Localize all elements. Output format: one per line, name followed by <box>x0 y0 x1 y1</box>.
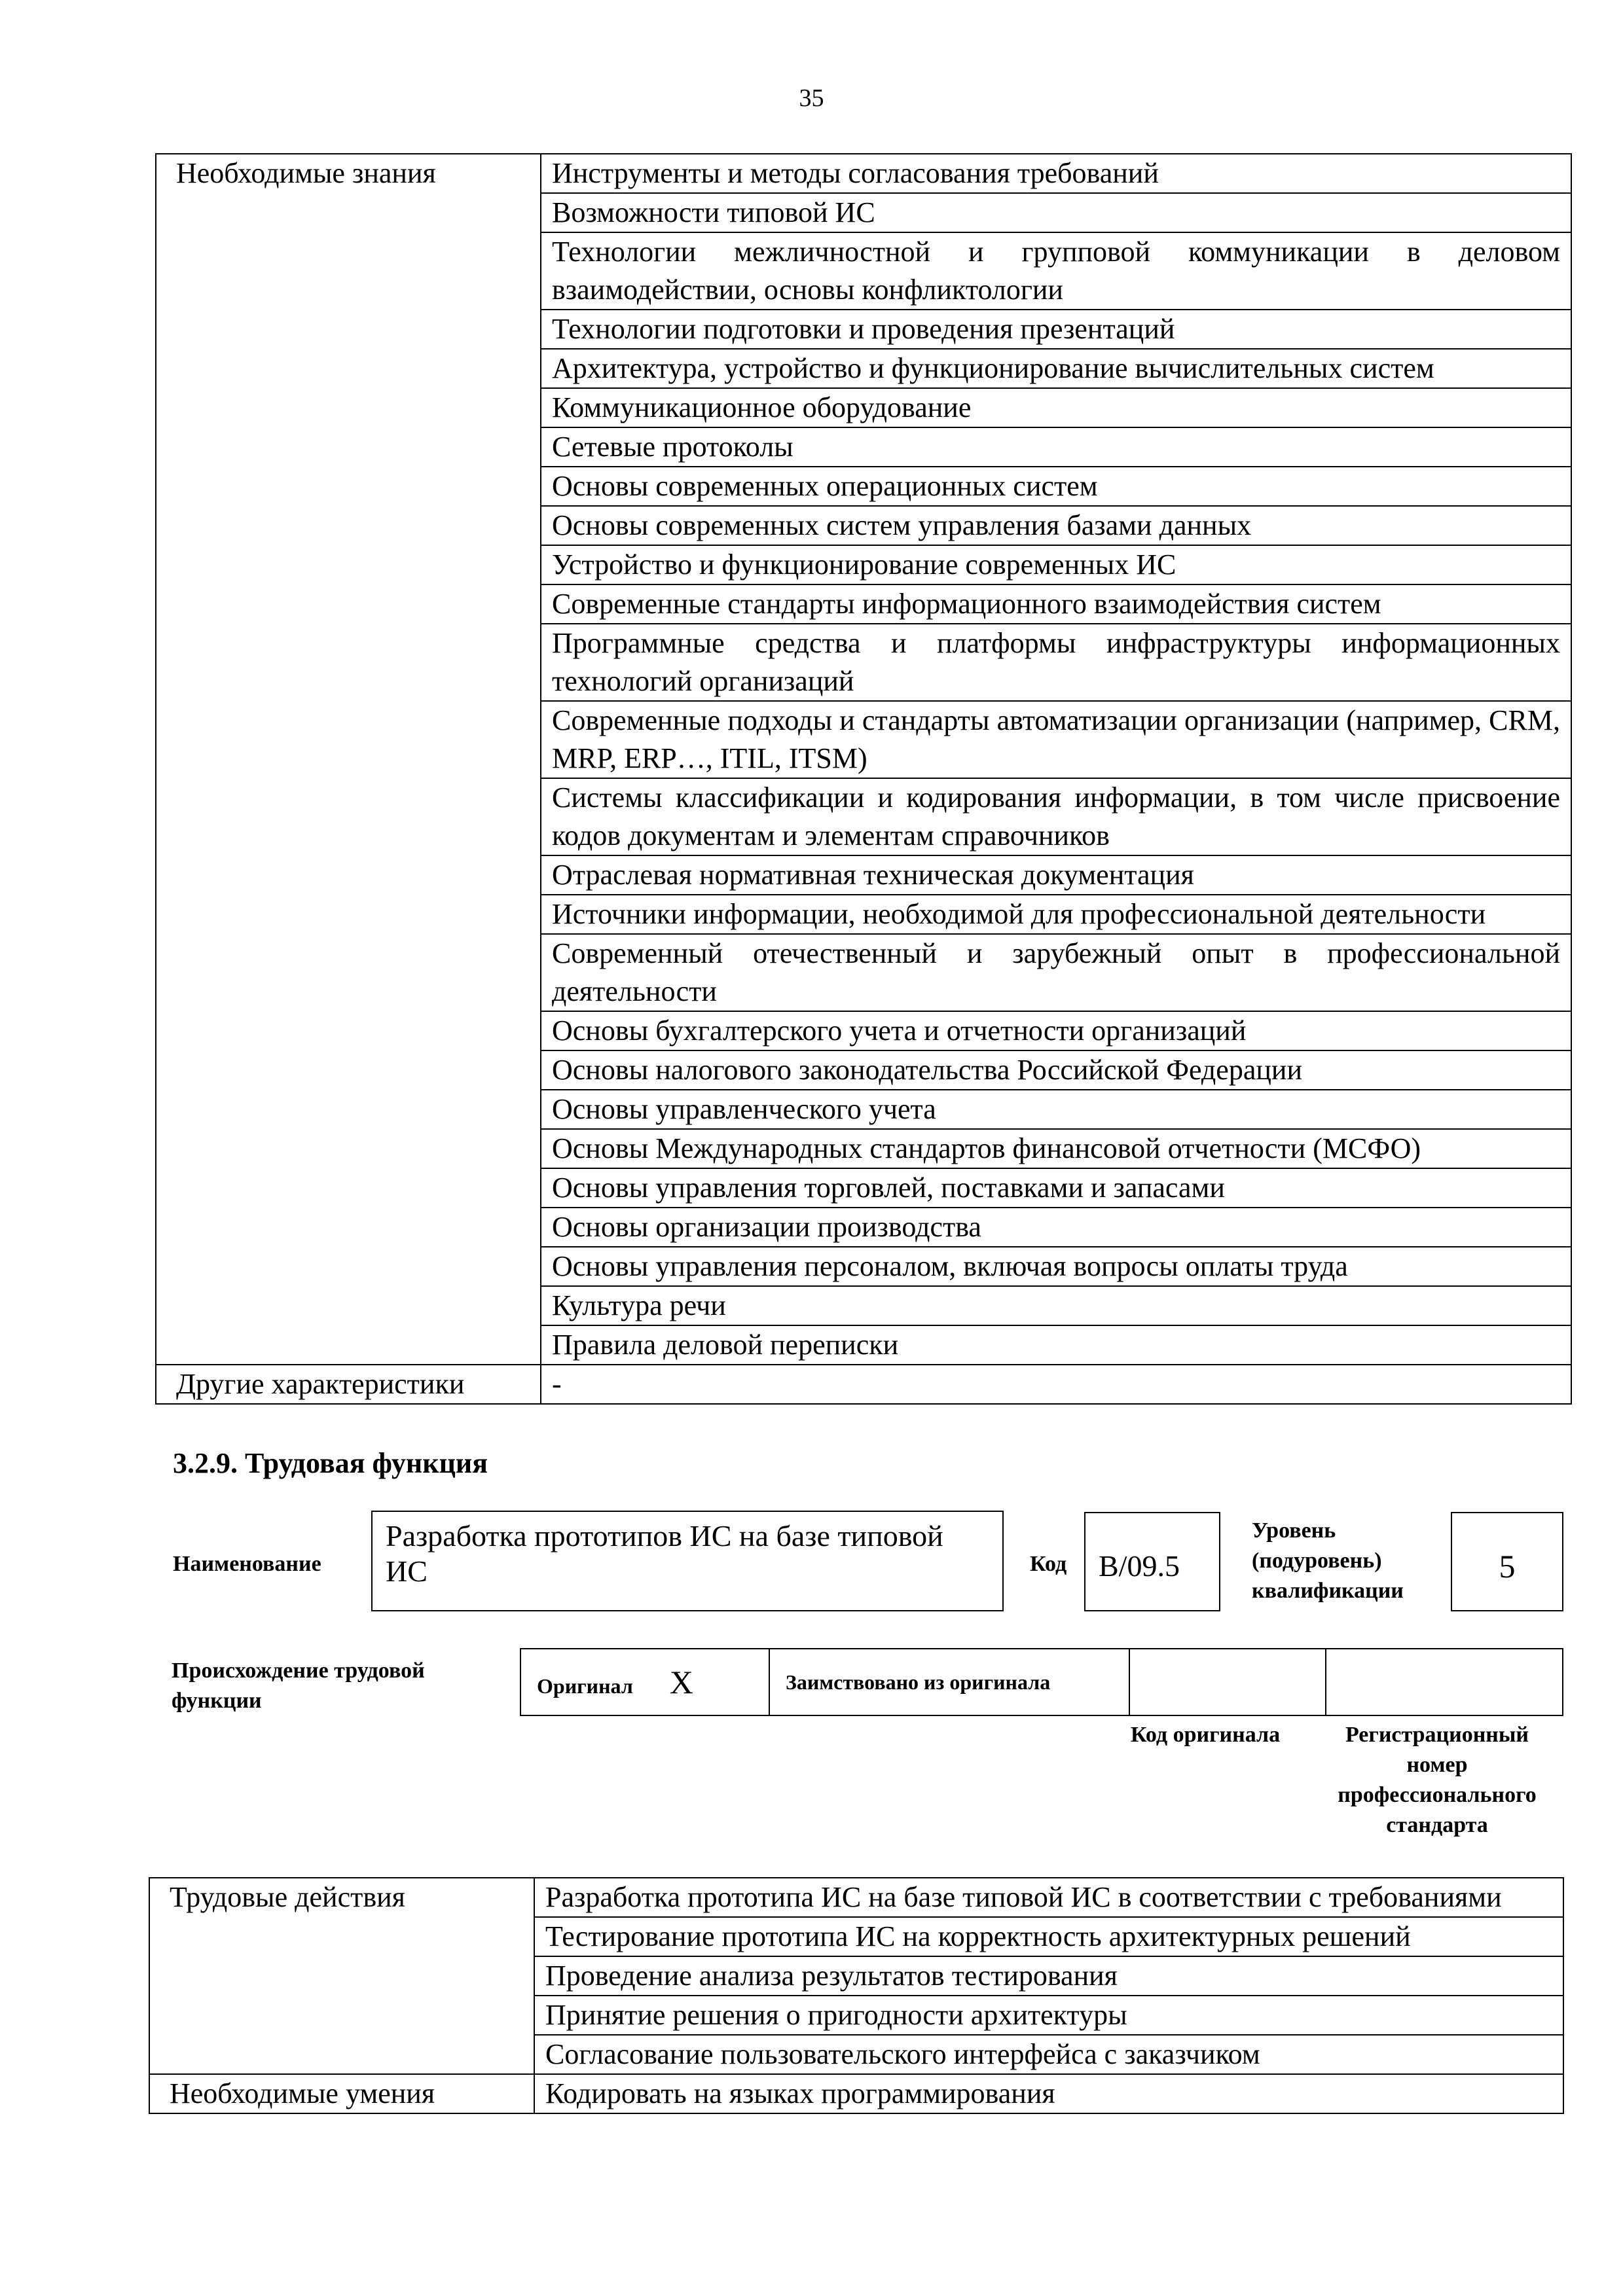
knowledge-item: Современные стандарты информационного взаимодействия систем <box>541 584 1571 624</box>
actions-label: Трудовые действия <box>149 1878 534 2074</box>
section-title: 3.2.9. Трудовая функция <box>173 1447 488 1479</box>
knowledge-item: Культура речи <box>541 1286 1571 1325</box>
actions-table <box>149 1877 1564 2114</box>
function-name-field: Разработка прототипов ИС на базе типовой ИС <box>371 1511 1004 1611</box>
knowledge-item: Программные средства и платформы инфраструктуры информационных технологий организаций <box>541 624 1571 701</box>
name-label: Наименование <box>173 1552 321 1576</box>
function-code-field: B/09.5 <box>1084 1512 1220 1611</box>
other-characteristics-label: Другие характеристики <box>156 1365 541 1404</box>
knowledge-item: Правила деловой переписки <box>541 1325 1571 1365</box>
knowledge-item: Основы управленческого учета <box>541 1090 1571 1129</box>
knowledge-item: Устройство и функционирование современных ИС <box>541 545 1571 584</box>
origin-table <box>520 1648 1563 1716</box>
knowledge-item: Основы бухгалтерского учета и отчетности организаций <box>541 1011 1571 1050</box>
knowledge-item: Отраслевая нормативная техническая документация <box>541 855 1571 895</box>
skills-label: Необходимые умения <box>149 2074 534 2113</box>
original-label: Оригинал <box>537 1674 633 1698</box>
knowledge-item: Современный отечественный и зарубежный опыт в профессиональной деятельности <box>541 934 1571 1011</box>
page-number: 35 <box>799 84 824 112</box>
code-caption: Код оригинала <box>1130 1723 1281 1747</box>
knowledge-item: Основы современных операционных систем <box>541 467 1571 506</box>
original-cell <box>520 1649 769 1715</box>
origin-label: Происхождение трудовой функции <box>172 1659 425 1713</box>
knowledge-item: Системы классификации и кодирования информации, в том числе присвоение кодов документам и элементам справочников <box>541 778 1571 855</box>
knowledge-label: Необходимые знания <box>156 154 541 1365</box>
knowledge-item: Основы управления торговлей, поставками и запасами <box>541 1168 1571 1208</box>
knowledge-item: Технологии межличностной и групповой коммуникации в деловом взаимодействии, основы конфликтологии <box>541 232 1571 310</box>
reg-caption: Регистрационный номер профессионального стандарта <box>1338 1723 1537 1837</box>
level-label: Уровень (подуровень) квалификации <box>1252 1518 1404 1603</box>
knowledge-item: Сетевые протоколы <box>541 427 1571 467</box>
knowledge-item: Основы налогового законодательства Российской Федерации <box>541 1050 1571 1090</box>
actions-item: Принятие решения о пригодности архитектуры <box>534 1996 1563 2035</box>
reg-number-cell <box>1326 1649 1563 1715</box>
knowledge-item: Источники информации, необходимой для профессиональной деятельности <box>541 895 1571 934</box>
knowledge-item: Основы современных систем управления базами данных <box>541 506 1571 545</box>
knowledge-item: Современные подходы и стандарты автоматизации организации (например, CRM, MRP, ERP…, ITIL, ITSM) <box>541 701 1571 778</box>
actions-item: Согласование пользовательского интерфейса с заказчиком <box>534 2035 1563 2074</box>
actions-item: Тестирование прототипа ИС на корректность архитектурных решений <box>534 1917 1563 1956</box>
actions-item: Проведение анализа результатов тестирования <box>534 1956 1563 1996</box>
knowledge-item: Архитектура, устройство и функционирование вычислительных систем <box>541 349 1571 388</box>
table-row <box>149 2074 1563 2113</box>
code-label: Код <box>1030 1552 1067 1576</box>
knowledge-item: Возможности типовой ИС <box>541 193 1571 232</box>
knowledge-item: Основы организации производства <box>541 1208 1571 1247</box>
knowledge-table <box>155 153 1572 1405</box>
knowledge-item: Технологии подготовки и проведения презентаций <box>541 310 1571 349</box>
knowledge-item: Инструменты и методы согласования требований <box>541 154 1571 193</box>
table-row <box>149 1878 1563 1917</box>
skills-item: Кодировать на языках программирования <box>534 2074 1563 2113</box>
table-row <box>156 154 1571 193</box>
knowledge-item: Коммуникационное оборудование <box>541 388 1571 427</box>
borrowed-cell <box>769 1649 1129 1715</box>
original-mark: X <box>669 1664 693 1700</box>
borrowed-label: Заимствовано из оригинала <box>786 1670 1051 1694</box>
actions-item: Разработка прототипа ИС на базе типовой ИС в соответствии с требованиями <box>534 1878 1563 1917</box>
level-field: 5 <box>1451 1512 1563 1611</box>
table-row <box>156 1365 1571 1404</box>
original-code-cell <box>1129 1649 1326 1715</box>
knowledge-item: Основы Международных стандартов финансовой отчетности (МСФО) <box>541 1129 1571 1168</box>
knowledge-item: Основы управления персоналом, включая вопросы оплаты труда <box>541 1247 1571 1286</box>
other-characteristics-item: - <box>541 1365 1571 1404</box>
